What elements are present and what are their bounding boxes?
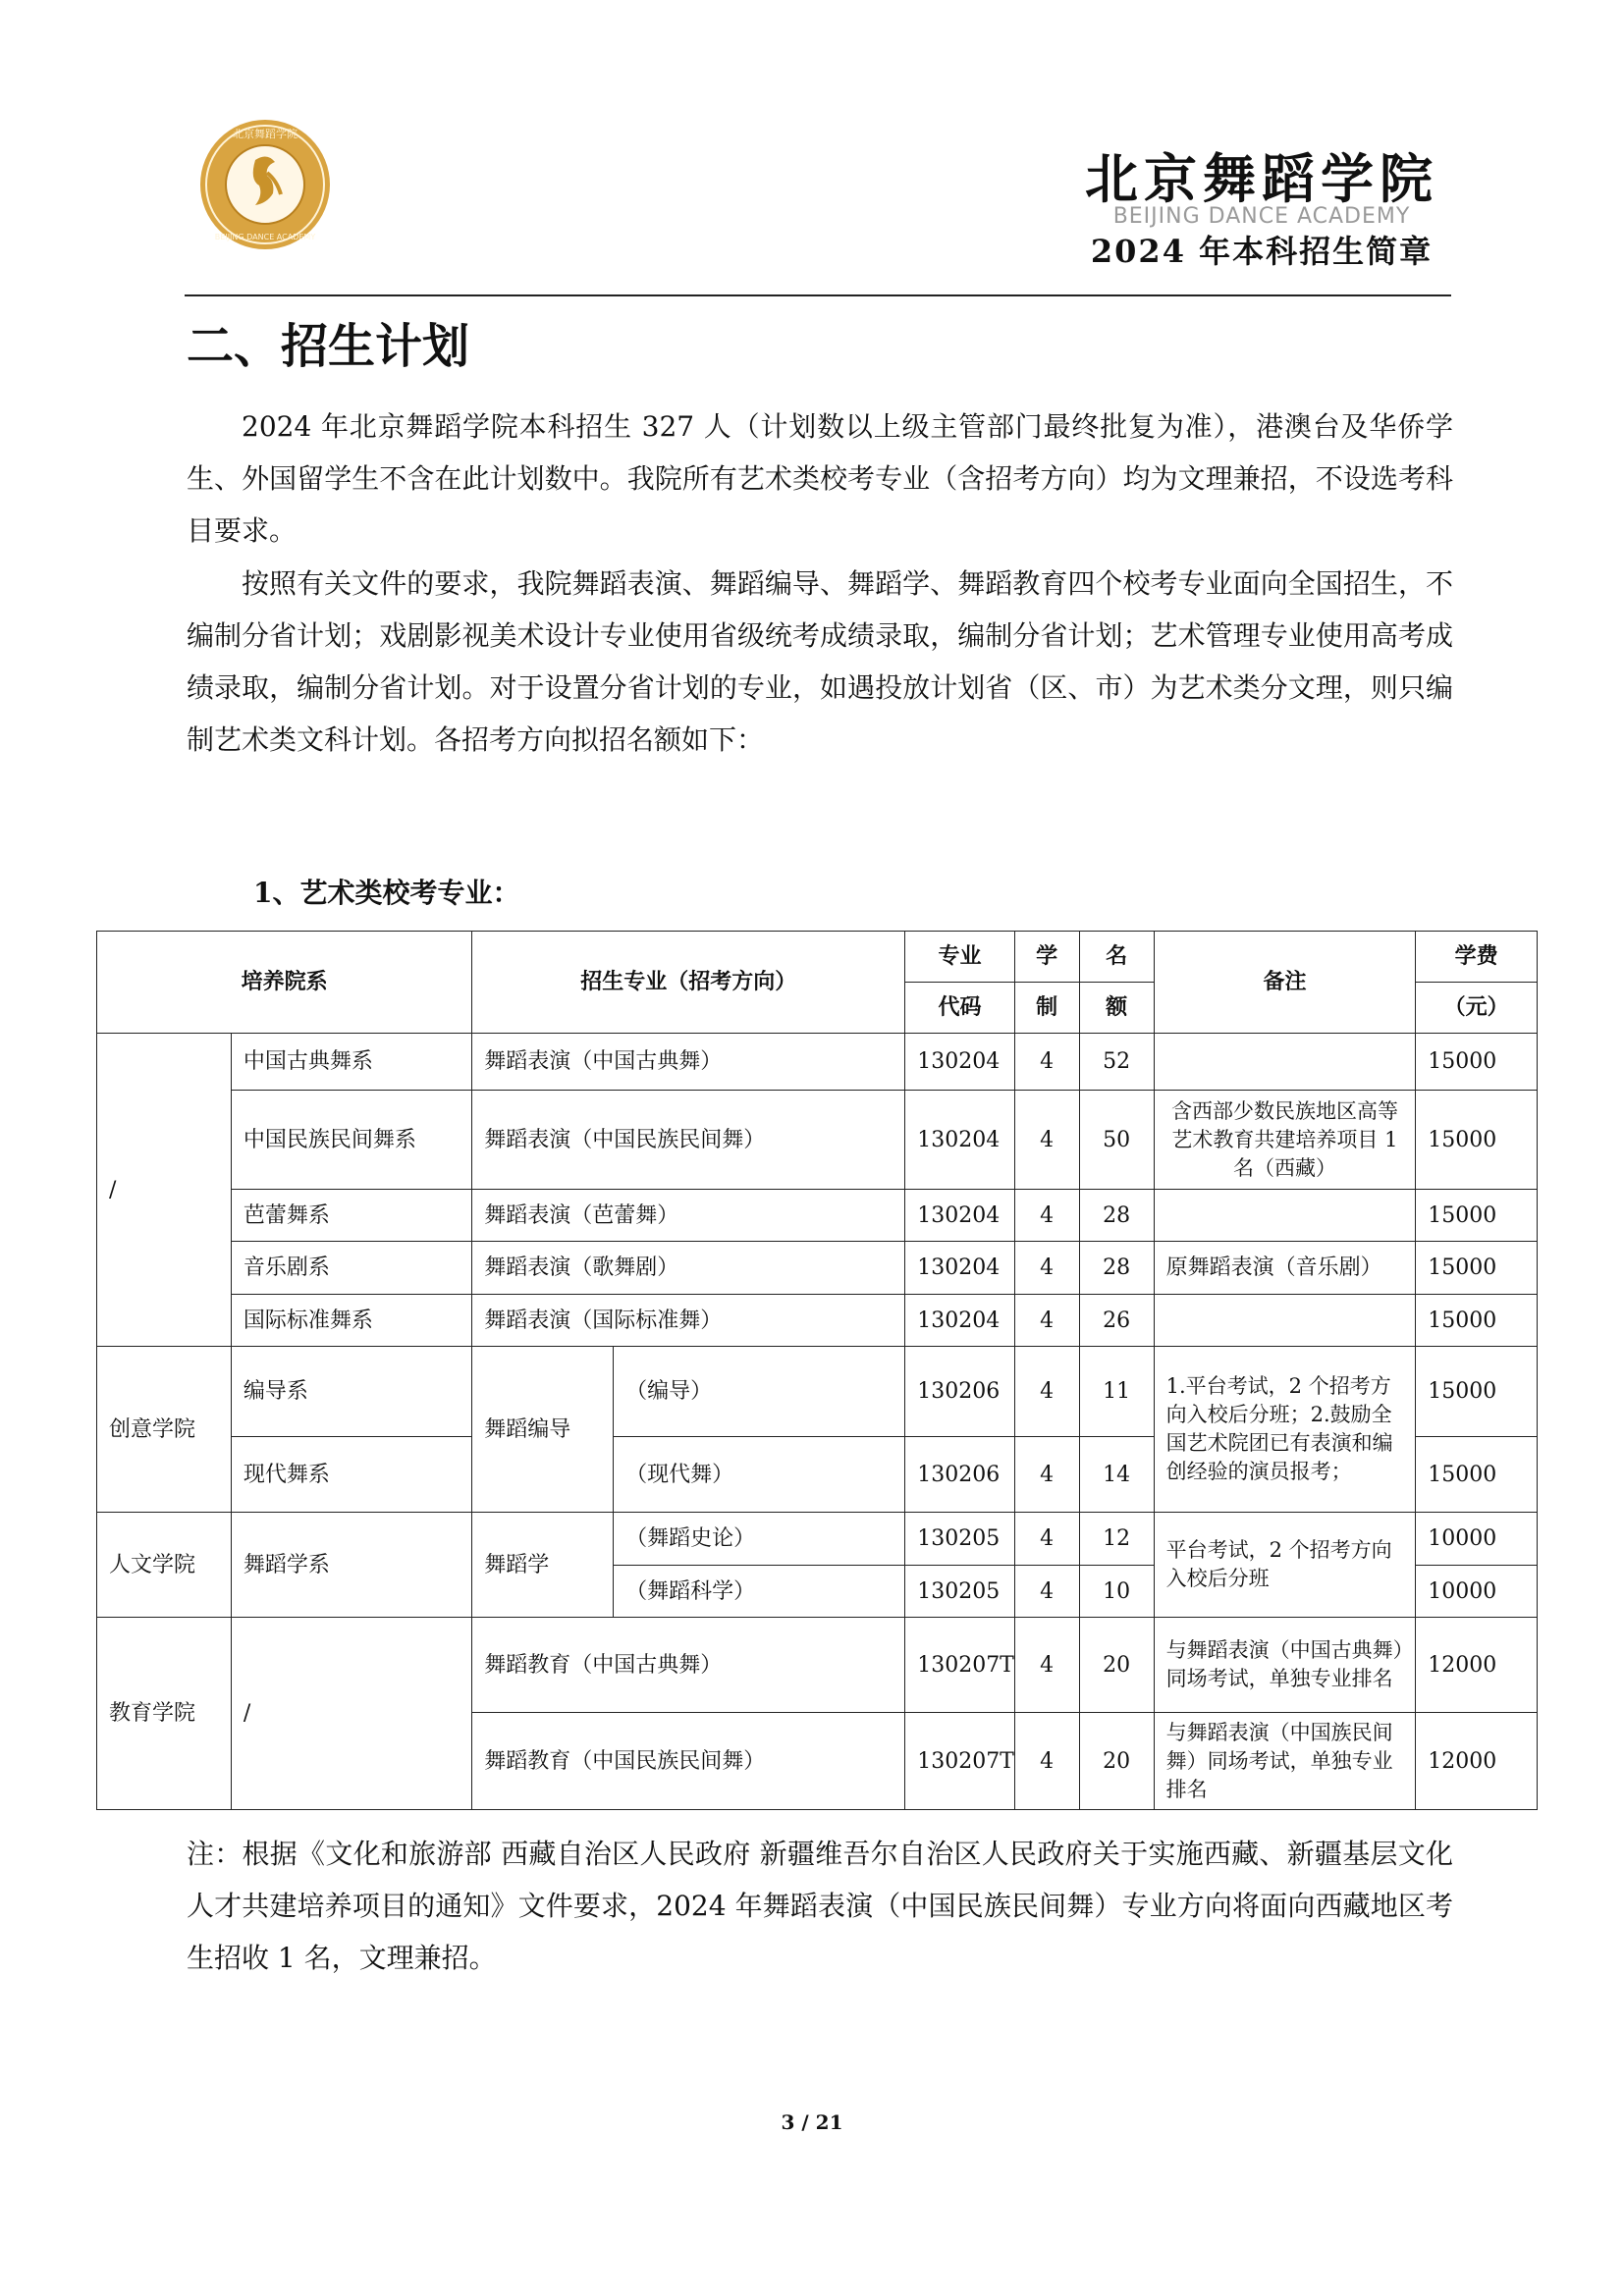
header-divider [185, 294, 1451, 296]
table-header-row [97, 932, 1538, 983]
fee-cell: 15000 [1416, 1295, 1538, 1347]
direction-cell: （舞蹈科学） [614, 1566, 905, 1618]
quota-cell: 14 [1079, 1437, 1154, 1513]
years-cell: 4 [1014, 1713, 1079, 1810]
fee-cell: 15000 [1416, 1437, 1538, 1513]
table-row [97, 1513, 1538, 1566]
enrollment-plan-table [96, 931, 1538, 1810]
major-cell: 舞蹈学 [472, 1513, 614, 1618]
fee-cell: 10000 [1416, 1566, 1538, 1618]
table-row [97, 1295, 1538, 1347]
code-cell: 130206 [905, 1437, 1015, 1513]
major-cell: 舞蹈表演（歌舞剧） [472, 1242, 905, 1295]
brand-block [1070, 147, 1453, 273]
code-cell: 130204 [905, 1034, 1015, 1091]
brand-name-cn: 北京舞蹈学院 [1085, 147, 1438, 210]
header-school: 培养院系 [97, 932, 472, 1034]
header-fee-a: 学费 [1416, 932, 1538, 983]
years-cell: 4 [1014, 1242, 1079, 1295]
remark-cell: 与舞蹈表演（中国古典舞）同场考试，单独专业排名 [1154, 1618, 1416, 1713]
code-cell: 130204 [905, 1091, 1015, 1190]
page-number: 3 / 21 [781, 2110, 843, 2134]
fee-cell: 12000 [1416, 1618, 1538, 1713]
header-major: 招生专业（招考方向） [472, 932, 905, 1034]
header-quota-b: 额 [1079, 983, 1154, 1034]
dept-cell: 舞蹈学系 [231, 1513, 471, 1618]
years-cell: 4 [1014, 1034, 1079, 1091]
table-row [97, 1190, 1538, 1242]
direction-cell: （编导） [614, 1347, 905, 1437]
quota-cell: 26 [1079, 1295, 1154, 1347]
svg-text:北京舞蹈学院: 北京舞蹈学院 [233, 128, 298, 140]
remark-cell [1154, 1190, 1416, 1242]
header-code-b: 代码 [905, 983, 1015, 1034]
years-cell: 4 [1014, 1513, 1079, 1566]
years-cell: 4 [1014, 1347, 1079, 1437]
code-cell: 130204 [905, 1295, 1015, 1347]
remark-cell: 含西部少数民族地区高等艺术教育共建培养项目 1 名（西藏） [1154, 1091, 1416, 1190]
academy-seal-icon [196, 116, 334, 253]
fee-cell: 10000 [1416, 1513, 1538, 1566]
years-cell: 4 [1014, 1437, 1079, 1513]
years-cell: 4 [1014, 1091, 1079, 1190]
years-cell: 4 [1014, 1618, 1079, 1713]
quota-cell: 20 [1079, 1713, 1154, 1810]
dept-cell: 国际标准舞系 [231, 1295, 471, 1347]
major-cell: 舞蹈编导 [472, 1347, 614, 1513]
table-row [97, 1618, 1538, 1713]
direction-cell: （现代舞） [614, 1437, 905, 1513]
header-remark: 备注 [1154, 932, 1416, 1034]
fee-cell: 15000 [1416, 1190, 1538, 1242]
years-cell: 4 [1014, 1190, 1079, 1242]
major-cell: 舞蹈表演（中国民族民间舞） [472, 1091, 905, 1190]
quota-cell: 50 [1079, 1091, 1154, 1190]
school-cell: 创意学院 [97, 1347, 232, 1513]
dept-cell: 芭蕾舞系 [231, 1190, 471, 1242]
major-cell: 舞蹈教育（中国民族民间舞） [472, 1713, 905, 1810]
code-cell: 130207T [905, 1618, 1015, 1713]
dept-cell: 编导系 [231, 1347, 471, 1437]
fee-cell: 15000 [1416, 1242, 1538, 1295]
fee-cell: 15000 [1416, 1347, 1538, 1437]
school-cell: 教育学院 [97, 1618, 232, 1810]
dept-cell: 音乐剧系 [231, 1242, 471, 1295]
footnote: 注：根据《文化和旅游部 西藏自治区人民政府 新疆维吾尔自治区人民政府关于实施西藏、新疆基层文化人才共建培养项目的通知》文件要求，2024 年舞蹈表演（中国民族民间舞）专业方向将面向西藏地区考生招收 1 名，文理兼招。 [187, 1838, 1453, 1974]
quota-cell: 11 [1079, 1347, 1154, 1437]
header-code-a: 专业 [905, 932, 1015, 983]
table-row [97, 1242, 1538, 1295]
dept-cell: 中国民族民间舞系 [231, 1091, 471, 1190]
section-title: 二、招生计划 [187, 319, 470, 374]
code-cell: 130204 [905, 1242, 1015, 1295]
major-cell: 舞蹈表演（国际标准舞） [472, 1295, 905, 1347]
subsection-title: 1、艺术类校考专业： [253, 877, 520, 909]
remark-cell: 与舞蹈表演（中国族民间舞）同场考试，单独专业排名 [1154, 1713, 1416, 1810]
fee-cell: 15000 [1416, 1034, 1538, 1091]
code-cell: 130205 [905, 1566, 1015, 1618]
table-row [97, 1034, 1538, 1091]
dept-cell: 现代舞系 [231, 1437, 471, 1513]
code-cell: 130207T [905, 1713, 1015, 1810]
remark-cell [1154, 1034, 1416, 1091]
brand-name-en: BEIJING DANCE ACADEMY [1112, 204, 1411, 229]
major-cell: 舞蹈教育（中国古典舞） [472, 1618, 905, 1713]
remark-cell: 平台考试，2 个招考方向入校后分班 [1154, 1513, 1416, 1618]
direction-cell: （舞蹈史论） [614, 1513, 905, 1566]
fee-cell: 15000 [1416, 1091, 1538, 1190]
svg-text:BEIJING DANCE ACADEMY: BEIJING DANCE ACADEMY [214, 233, 316, 241]
school-cell: / [97, 1034, 232, 1347]
quota-cell: 52 [1079, 1034, 1154, 1091]
header-years-b: 制 [1014, 983, 1079, 1034]
quota-cell: 20 [1079, 1618, 1154, 1713]
brochure-subtitle: 2024 年本科招生简章 [1090, 233, 1434, 270]
academy-logo [196, 116, 334, 253]
header-quota-a: 名 [1079, 932, 1154, 983]
years-cell: 4 [1014, 1566, 1079, 1618]
quota-cell: 10 [1079, 1566, 1154, 1618]
table-row [97, 1091, 1538, 1190]
years-cell: 4 [1014, 1295, 1079, 1347]
code-cell: 130205 [905, 1513, 1015, 1566]
paragraph-1: 2024 年北京舞蹈学院本科招生 327 人（计划数以上级主管部门最终批复为准），港澳台及华侨学生、外国留学生不含在此计划数中。我院所有艺术类校考专业（含招考方向）均为文理兼招，不设选考科目要求。 [187, 410, 1453, 547]
major-cell: 舞蹈表演（中国古典舞） [472, 1034, 905, 1091]
header-years-a: 学 [1014, 932, 1079, 983]
remark-cell [1154, 1295, 1416, 1347]
dept-cell: 中国古典舞系 [231, 1034, 471, 1091]
quota-cell: 28 [1079, 1242, 1154, 1295]
major-cell: 舞蹈表演（芭蕾舞） [472, 1190, 905, 1242]
code-cell: 130204 [905, 1190, 1015, 1242]
paragraph-2: 按照有关文件的要求，我院舞蹈表演、舞蹈编导、舞蹈学、舞蹈教育四个校考专业面向全国招生，不编制分省计划；戏剧影视美术设计专业使用省级统考成绩录取，编制分省计划；艺术管理专业使用高考成绩录取，编制分省计划。对于设置分省计划的专业，如遇投放计划省（区、市）为艺术类分文理，则只编制艺术类文科计划。各招考方向拟招名额如下： [187, 567, 1453, 756]
code-cell: 130206 [905, 1347, 1015, 1437]
header-fee-b: （元） [1416, 983, 1538, 1034]
school-cell: 人文学院 [97, 1513, 232, 1618]
remark-cell: 原舞蹈表演（音乐剧） [1154, 1242, 1416, 1295]
quota-cell: 28 [1079, 1190, 1154, 1242]
quota-cell: 12 [1079, 1513, 1154, 1566]
dept-cell: / [231, 1618, 471, 1810]
table-row [97, 1347, 1538, 1437]
fee-cell: 12000 [1416, 1713, 1538, 1810]
remark-cell: 1.平台考试，2 个招考方向入校后分班；2.鼓励全国艺术院团已有表演和编创经验的演员报考； [1154, 1347, 1416, 1513]
